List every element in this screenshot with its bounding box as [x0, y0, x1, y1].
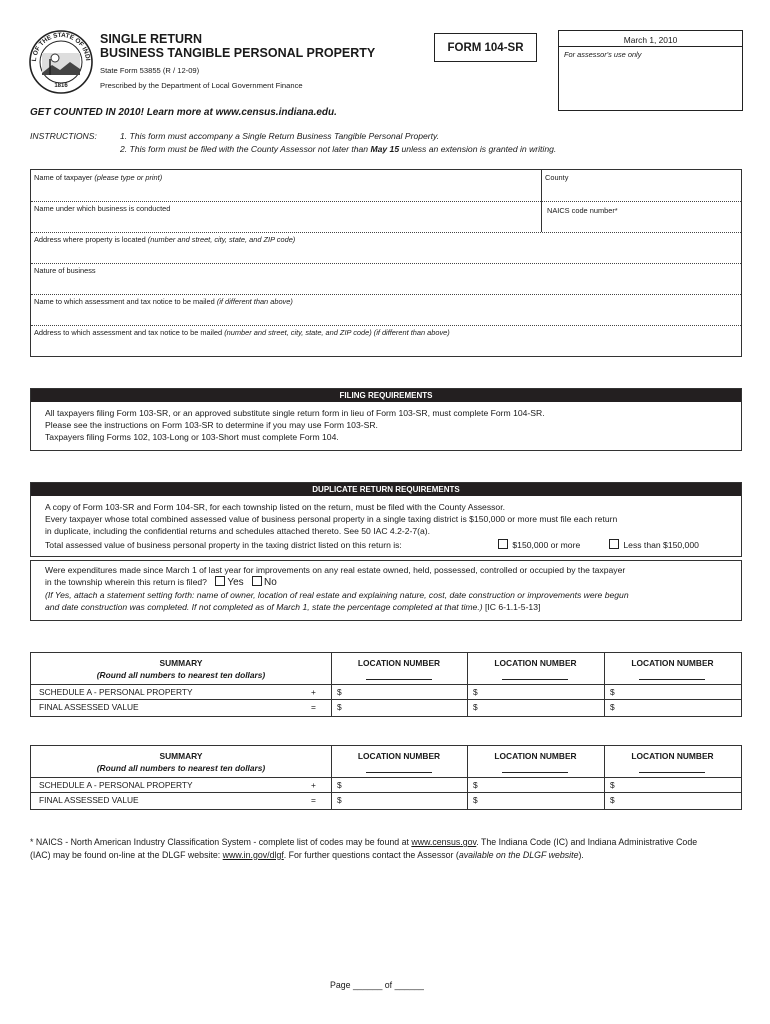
seal-arc-text: L OF THE STATE OF INDI: [30, 31, 91, 62]
filing-line-3: Taxpayers filing Forms 102, 103-Long or 103-Short must complete Form 104.: [45, 432, 339, 442]
location-number-input-1[interactable]: [366, 679, 432, 680]
dollar-sign: $: [473, 702, 478, 712]
dollar-sign: $: [610, 795, 615, 805]
duplicate-line-3: in duplicate, including the confidential returns and schedules attached thereto. See 50 IAC 4.2-2-7(a).: [45, 526, 431, 536]
notice-name-label: Name to which assessment and tax notice to be mailed: [34, 297, 217, 306]
location-number-header-2: LOCATION NUMBER: [494, 751, 577, 761]
expenditures-line-4: [45, 601, 540, 614]
no-label: No: [264, 577, 277, 588]
expenditures-section: [30, 560, 742, 621]
dollar-sign: $: [337, 687, 342, 697]
footnote-text-2: . The Indiana Code (IC) and Indiana Administrative Code (IAC) may be found on-line at the DLGF website:: [30, 837, 698, 860]
dollar-sign: $: [337, 795, 342, 805]
taxpayer-info-grid: [30, 169, 742, 357]
summary-heading: SUMMARY: [159, 658, 203, 668]
footnote-text-3: . For further questions contact the Assessor (: [283, 849, 459, 860]
final-assessed-loc1-input[interactable]: [337, 795, 462, 807]
filing-requirements-section: [30, 388, 742, 451]
county-label: County: [545, 173, 569, 182]
expenditures-question: in the township wherein this return is filed?: [45, 577, 207, 587]
business-name-field[interactable]: [34, 204, 539, 231]
location-number-input-2[interactable]: [502, 772, 568, 773]
location-number-input-2[interactable]: [502, 679, 568, 680]
checkbox-yes[interactable]: [215, 576, 225, 586]
location-number-header-1: LOCATION NUMBER: [357, 658, 441, 668]
instruction-2-pre: 2. This form must be filed with the County Assessor not later than: [120, 144, 371, 154]
expenditures-note: and date construction was completed. If not completed as of March 1, state the percentage completed at that time.): [45, 602, 483, 612]
schedule-a-label: SCHEDULE A - PERSONAL PROPERTY: [39, 780, 193, 790]
checkbox-150k-or-more[interactable]: [498, 539, 508, 549]
location-number-header-2: LOCATION NUMBER: [494, 658, 577, 668]
option-150k-label: $150,000 or more: [512, 540, 581, 550]
dollar-sign: $: [473, 687, 478, 697]
yes-label: Yes: [227, 577, 244, 588]
location-number-header-3: LOCATION NUMBER: [631, 658, 714, 668]
round-note: (Round all numbers to nearest ten dollars): [96, 670, 266, 680]
schedule-a-label: SCHEDULE A - PERSONAL PROPERTY: [39, 687, 193, 697]
assessor-label: For assessor's use only: [564, 50, 642, 59]
notice-name-field[interactable]: [34, 297, 734, 324]
dollar-sign: $: [473, 795, 478, 805]
property-address-hint: (number and street, city, state, and ZIP code): [147, 235, 296, 244]
prescribed-by: Prescribed by the Department of Local Government Finance: [100, 81, 303, 90]
schedule-a-loc3-input[interactable]: [610, 687, 735, 699]
summary-table-1: [30, 652, 742, 717]
expenditures-line-3: (If Yes, attach a statement setting forth: name of owner, location of real estate and explaining nature, cost, date construction or improvements were begun: [45, 590, 629, 600]
state-form-number: State Form 53855 (R / 12-09): [100, 66, 200, 75]
notice-name-hint: (if different than above): [216, 297, 293, 306]
summary-table-2: [30, 745, 742, 810]
schedule-a-loc2-input[interactable]: [473, 687, 598, 699]
schedule-a-loc1-input[interactable]: [337, 687, 462, 699]
form-title-line2: BUSINESS TANGIBLE PERSONAL PROPERTY: [100, 46, 376, 60]
schedule-a-loc2-input[interactable]: [473, 780, 598, 792]
dollar-sign: $: [473, 780, 478, 790]
duplicate-line-4: Total assessed value of business personal property in the taxing district listed on this return is:: [45, 540, 402, 550]
property-address-label: Address where property is located: [34, 235, 148, 244]
state-seal-icon: [28, 29, 94, 95]
expenditures-citation: [IC 6-1.1-5-13]: [482, 602, 541, 612]
property-address-field[interactable]: [34, 235, 734, 262]
page-number[interactable]: Page ______ of ______: [330, 980, 424, 990]
dollar-sign: $: [610, 702, 615, 712]
duplicate-line-2: Every taxpayer whose total combined assessed value of business personal property in a single taxing district is $150,000 or more must file each return: [45, 514, 618, 524]
schedule-a-loc3-input[interactable]: [610, 780, 735, 792]
dollar-sign: $: [337, 780, 342, 790]
location-number-input-1[interactable]: [366, 772, 432, 773]
duplicate-line-1: A copy of Form 103-SR and Form 104-SR, for each township listed on the return, must be filed with the County Assessor.: [45, 502, 505, 512]
expenditures-line-2: [45, 576, 277, 590]
instructions-label: INSTRUCTIONS:: [30, 131, 97, 141]
option-less-than-150k[interactable]: [609, 539, 699, 552]
nature-of-business-field[interactable]: [34, 266, 734, 293]
taxpayer-name-field[interactable]: [34, 173, 539, 200]
assessor-divider: [559, 46, 742, 47]
nature-label: Nature of business: [34, 266, 96, 275]
dollar-sign: $: [610, 687, 615, 697]
final-assessed-loc2-input[interactable]: [473, 702, 598, 714]
instruction-2: [120, 144, 556, 154]
assessor-use-box[interactable]: [558, 30, 743, 111]
form-number: FORM 104-SR: [447, 41, 524, 54]
footnote-text-4: ).: [578, 849, 584, 860]
plus-operator: +: [311, 780, 316, 790]
summary-heading: SUMMARY: [159, 751, 203, 761]
option-less-label: Less than $150,000: [623, 540, 699, 550]
equals-operator: =: [311, 795, 316, 805]
footnote-text-1: * NAICS - North American Industry Classification System - complete list of codes may be found at: [30, 837, 412, 847]
dlgf-link[interactable]: www.in.gov/dlgf: [222, 849, 284, 860]
final-assessed-label: FINAL ASSESSED VALUE: [39, 702, 139, 712]
final-assessed-label: FINAL ASSESSED VALUE: [39, 795, 139, 805]
census-link[interactable]: www.census.gov: [411, 837, 477, 847]
notice-address-label: Address to which assessment and tax notice to be mailed: [34, 328, 225, 337]
taxpayer-name-hint: (please type or print): [94, 173, 163, 182]
business-name-label: Name under which business is conducted: [34, 204, 171, 213]
location-number-header-3: LOCATION NUMBER: [631, 751, 714, 761]
plus-operator: +: [311, 687, 316, 697]
location-number-header-1: LOCATION NUMBER: [357, 751, 441, 761]
duplicate-return-section: [30, 482, 742, 557]
footnote-italic: available on the DLGF website: [458, 849, 579, 860]
expenditures-line-1: Were expenditures made since March 1 of last year for improvements on any real estate owned, held, possessed, controlled or occupied by the taxpayer: [45, 565, 626, 575]
location-number-input-3[interactable]: [639, 679, 705, 680]
notice-address-hint: (number and street, city, state, and ZIP code) (if different than above): [224, 328, 450, 337]
duplicate-return-heading: DUPLICATE RETURN REQUIREMENTS: [31, 483, 741, 496]
notice-address-field[interactable]: [34, 328, 734, 354]
county-field[interactable]: [545, 173, 735, 200]
final-assessed-loc1-input[interactable]: [337, 702, 462, 714]
filing-line-1: All taxpayers filing Form 103-SR, or an approved substitute single return form in lieu of Form 103-SR, must complete Form 104-SR.: [45, 408, 545, 418]
option-150k-or-more[interactable]: [498, 539, 580, 552]
form-number-box: [434, 33, 537, 62]
equals-operator: =: [311, 702, 316, 712]
final-assessed-loc3-input[interactable]: [610, 795, 735, 807]
naics-code-field[interactable]: [547, 206, 737, 231]
taxpayer-name-label: Name of taxpayer: [34, 173, 95, 182]
filing-requirements-heading: FILING REQUIREMENTS: [31, 389, 741, 402]
checkbox-no[interactable]: [252, 576, 262, 586]
filing-line-2: Please see the instructions on Form 103-SR to determine if you may use Form 103-SR.: [45, 420, 378, 430]
location-number-input-3[interactable]: [639, 772, 705, 773]
dollar-sign: $: [337, 702, 342, 712]
instruction-2-post: unless an extension is granted in writing.: [399, 144, 557, 154]
round-note: (Round all numbers to nearest ten dollars): [96, 763, 266, 773]
final-assessed-loc3-input[interactable]: [610, 702, 735, 714]
naics-label: NAICS code number*: [547, 206, 618, 215]
form-title-line1: SINGLE RETURN: [100, 32, 203, 46]
checkbox-less-than-150k[interactable]: [609, 539, 619, 549]
seal-year: 1816: [54, 83, 68, 89]
dollar-sign: $: [610, 780, 615, 790]
schedule-a-loc1-input[interactable]: [337, 780, 462, 792]
instruction-2-deadline: May 15: [370, 144, 400, 154]
final-assessed-loc2-input[interactable]: [473, 795, 598, 807]
instruction-1: 1. This form must accompany a Single Return Business Tangible Personal Property.: [120, 131, 440, 141]
assessment-date: March 1, 2010: [623, 35, 678, 45]
naics-footnote: [30, 836, 714, 861]
census-notice: GET COUNTED IN 2010! Learn more at www.census.indiana.edu.: [30, 107, 337, 118]
